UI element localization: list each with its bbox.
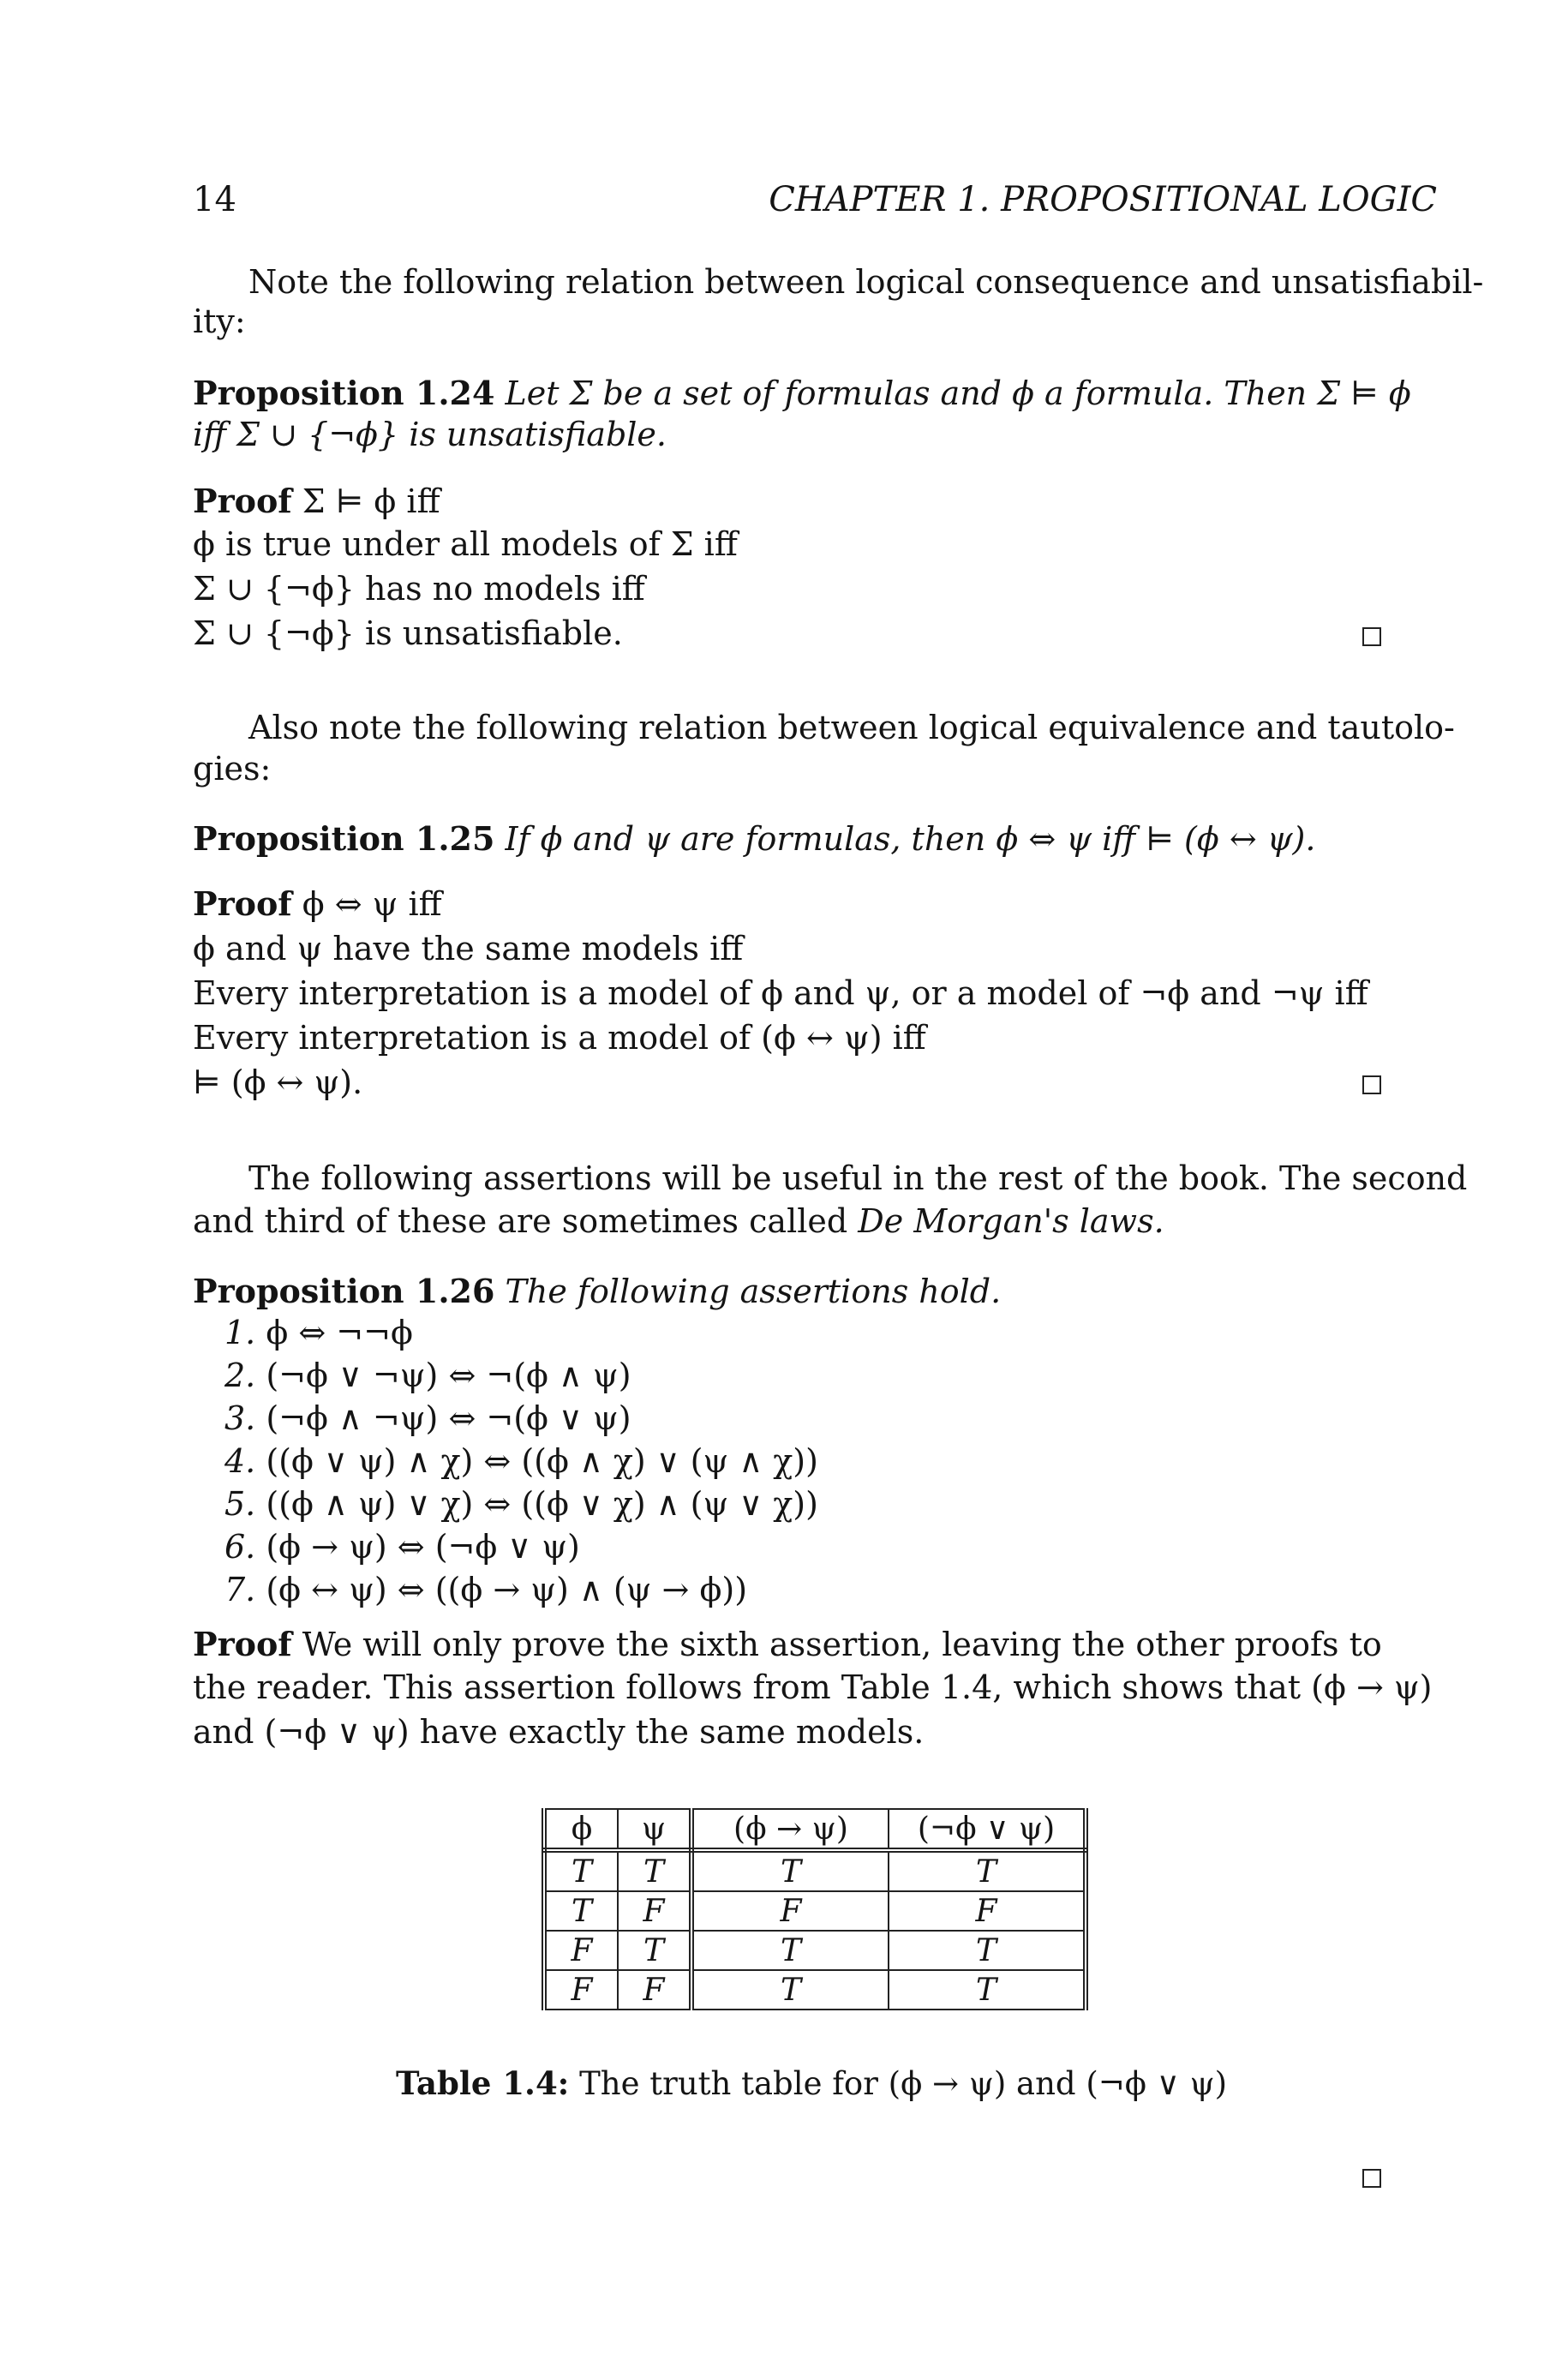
- proof-label: Proof: [193, 482, 292, 520]
- proposition-label: Proposition 1.26: [193, 1272, 495, 1310]
- proposition-1-26: [193, 1272, 1001, 1311]
- proposition-label: Proposition 1.25: [193, 819, 495, 858]
- table-cell: F: [889, 1891, 1086, 1931]
- assertion-item: [224, 1441, 818, 1481]
- assertion-number: 7.: [224, 1571, 256, 1608]
- assertion-item: [224, 1313, 413, 1352]
- proposition-1-24: [193, 374, 1411, 413]
- proof-text: We will only prove the sixth assertion, leaving the other proofs to: [302, 1626, 1382, 1663]
- table-row: [544, 1970, 1086, 2010]
- table-header-row: [544, 1809, 1086, 1850]
- assertion-formula: ((ϕ ∨ ψ) ∧ χ) ⇔ ((ϕ ∧ χ) ∨ (ψ ∧ χ)): [266, 1442, 818, 1480]
- proof-1-24-line4: Σ ∪ {¬ϕ} is unsatisfiable.: [193, 614, 623, 652]
- qed-box: [1362, 2169, 1381, 2188]
- assertion-formula: ((ϕ ∧ ψ) ∨ χ) ⇔ ((ϕ ∨ χ) ∧ (ψ ∨ χ)): [266, 1485, 818, 1523]
- table-cell: T: [691, 1931, 889, 1970]
- assertion-item: [224, 1399, 631, 1438]
- intro1-line2: ity:: [193, 302, 246, 340]
- de-morgans-laws: De Morgan's laws.: [858, 1202, 1164, 1240]
- assertion-number: 1.: [224, 1314, 256, 1351]
- table-cell: T: [618, 1850, 691, 1891]
- table-cell: T: [889, 1970, 1086, 2010]
- header-phi: ϕ: [544, 1809, 618, 1850]
- assertion-formula: (ϕ → ψ) ⇔ (¬ϕ ∨ ψ): [266, 1528, 580, 1566]
- assertion-item: [224, 1570, 747, 1609]
- header-disjunction: (¬ϕ ∨ ψ): [889, 1809, 1086, 1850]
- truth-table: [542, 1808, 1088, 2010]
- table-caption: [396, 2064, 1227, 2104]
- proof-text: Σ ⊨ ϕ iff: [302, 482, 440, 520]
- table-cell: F: [618, 1891, 691, 1931]
- table-cell: T: [889, 1931, 1086, 1970]
- assertion-number: 6.: [224, 1528, 256, 1566]
- proof-1-24-line2: ϕ is true under all models of Σ iff: [193, 525, 738, 563]
- proof-1-26-line1: [193, 1625, 1382, 1664]
- proposition-label: Proposition 1.24: [193, 374, 495, 412]
- table-cell: T: [544, 1850, 618, 1891]
- caption-text: The truth table for (ϕ → ψ) and (¬ϕ ∨ ψ): [579, 2065, 1228, 2102]
- assertion-number: 4.: [224, 1442, 256, 1480]
- proposition-text: If ϕ and ψ are formulas, then ϕ ⇔ ψ iff ⊨ (ϕ ↔ ψ).: [505, 820, 1316, 858]
- assertion-item: [224, 1484, 818, 1524]
- proposition-text: Let Σ be a set of formulas and ϕ a formula. Then Σ ⊨ ϕ: [505, 374, 1411, 412]
- intro2-line1: Also note the following relation between logical equivalence and tautolo-: [248, 709, 1455, 746]
- intro3-text: and third of these are sometimes called: [193, 1202, 859, 1240]
- page-number: 14: [193, 180, 236, 219]
- table-row: [544, 1891, 1086, 1931]
- intro2-line2: gies:: [193, 750, 272, 788]
- assertion-number: 2.: [224, 1357, 256, 1394]
- running-title: CHAPTER 1. PROPOSITIONAL LOGIC: [769, 180, 1437, 219]
- table-cell: F: [691, 1891, 889, 1931]
- proposition-1-24-line2: iff Σ ∪ {¬ϕ} is unsatisfiable.: [193, 416, 667, 453]
- table-cell: F: [618, 1970, 691, 2010]
- assertion-item: [224, 1527, 580, 1566]
- proof-label: Proof: [193, 884, 292, 923]
- proof-1-25-line5: ⊨ (ϕ ↔ ψ).: [193, 1063, 363, 1101]
- assertion-formula: (¬ϕ ∨ ¬ψ) ⇔ ¬(ϕ ∧ ψ): [266, 1357, 631, 1394]
- intro1-line1: Note the following relation between logical consequence and unsatisfiabil-: [248, 263, 1484, 301]
- header-psi: ψ: [618, 1809, 691, 1850]
- table-cell: T: [691, 1970, 889, 2010]
- proof-1-25-line4: Every interpretation is a model of (ϕ ↔ ψ) iff: [193, 1019, 926, 1057]
- table-row: [544, 1931, 1086, 1970]
- table-cell: T: [618, 1931, 691, 1970]
- proof-label: Proof: [193, 1625, 292, 1663]
- proof-text: ϕ ⇔ ψ iff: [302, 885, 442, 923]
- caption-label: Table 1.4:: [396, 2064, 570, 2102]
- proof-1-26-line2: the reader. This assertion follows from Table 1.4, which shows that (ϕ → ψ): [193, 1668, 1433, 1706]
- proof-1-24-line1: [193, 482, 440, 521]
- header-implication: (ϕ → ψ): [691, 1809, 889, 1850]
- intro3-line1: The following assertions will be useful in the rest of the book. The second: [248, 1159, 1468, 1197]
- proof-1-26-line3: and (¬ϕ ∨ ψ) have exactly the same models.: [193, 1713, 925, 1751]
- assertion-number: 5.: [224, 1485, 256, 1523]
- proposition-1-25: [193, 819, 1315, 859]
- assertion-formula: (¬ϕ ∧ ¬ψ) ⇔ ¬(ϕ ∨ ψ): [266, 1399, 631, 1437]
- proof-1-25-line3: Every interpretation is a model of ϕ and ψ, or a model of ¬ϕ and ¬ψ iff: [193, 974, 1368, 1012]
- table-cell: F: [544, 1931, 618, 1970]
- qed-box: [1362, 1075, 1381, 1094]
- intro3-line2: [193, 1201, 1164, 1241]
- table-cell: T: [544, 1891, 618, 1931]
- table-cell: T: [691, 1850, 889, 1891]
- qed-box: [1362, 627, 1381, 646]
- assertion-number: 3.: [224, 1399, 256, 1437]
- table-cell: F: [544, 1970, 618, 2010]
- assertion-formula: (ϕ ↔ ψ) ⇔ ((ϕ → ψ) ∧ (ψ → ϕ)): [266, 1571, 748, 1608]
- proof-1-25-line2: ϕ and ψ have the same models iff: [193, 930, 744, 967]
- assertion-item: [224, 1356, 631, 1395]
- assertion-formula: ϕ ⇔ ¬¬ϕ: [266, 1314, 413, 1351]
- table-row: [544, 1850, 1086, 1891]
- proposition-text: The following assertions hold.: [505, 1273, 1002, 1310]
- table-cell: T: [889, 1850, 1086, 1891]
- proof-1-24-line3: Σ ∪ {¬ϕ} has no models iff: [193, 570, 645, 608]
- proof-1-25-line1: [193, 884, 442, 924]
